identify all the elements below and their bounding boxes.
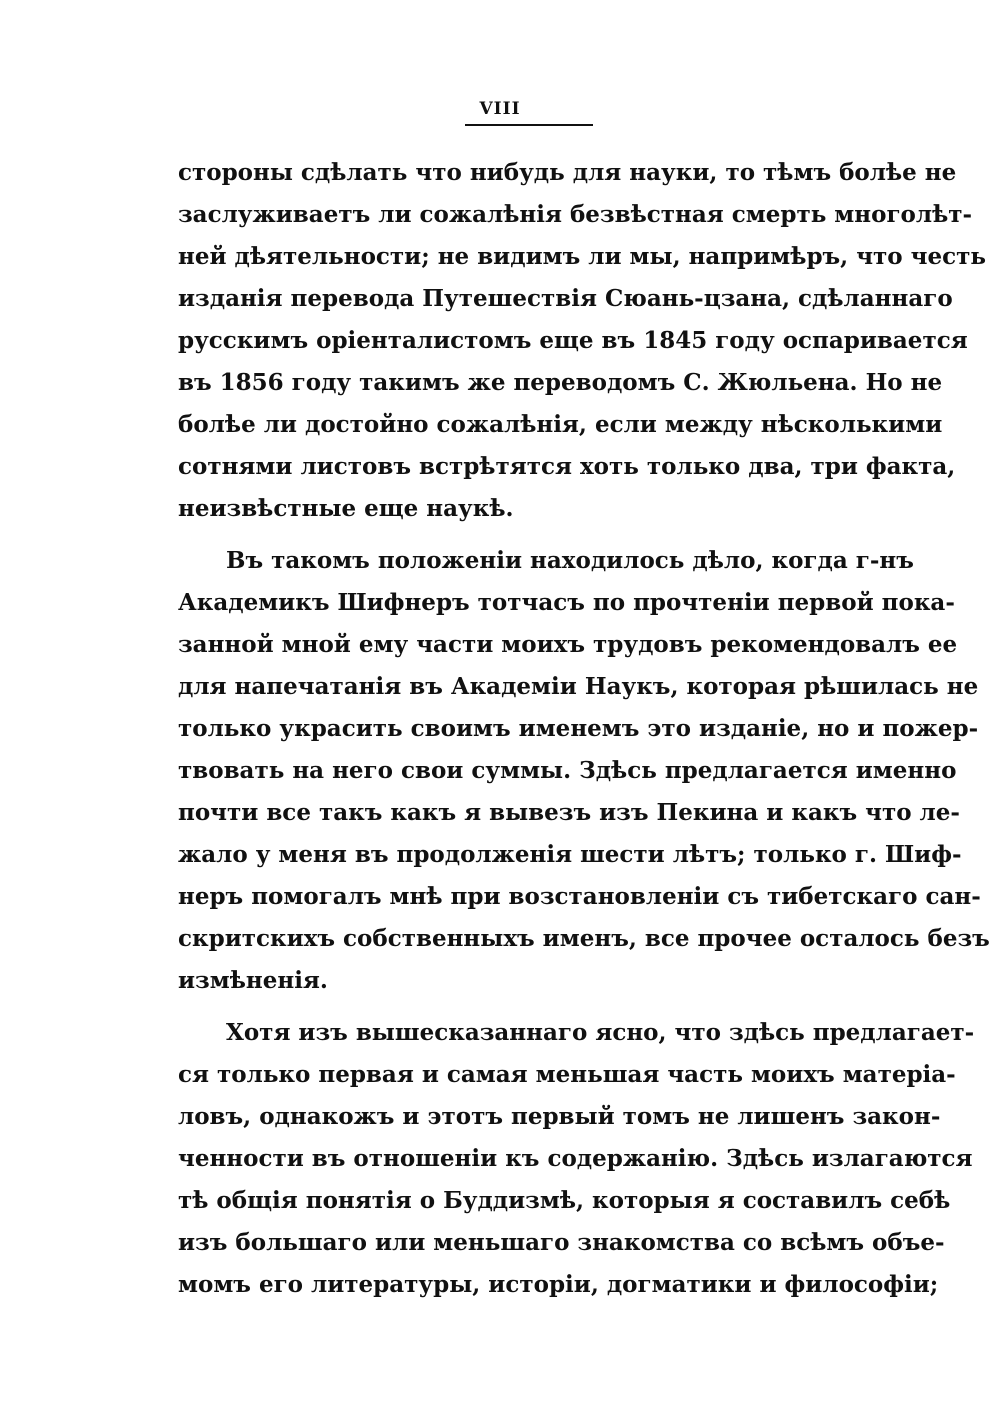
text-line: ченности въ отношеніи къ содержанію. Здѣсь излагаются	[178, 1145, 973, 1172]
text-line: неизвѣстные еще наукѣ.	[178, 495, 514, 522]
text-line: твовать на него свои суммы. Здѣсь предлагается именно	[178, 757, 957, 784]
text-line: изъ большаго или меньшаго знакомства со всѣмъ объе-	[178, 1229, 945, 1256]
text-line: жало у меня въ продолженія шести лѣтъ; только г. Шиф-	[178, 841, 962, 868]
text-line: занной мной ему части моихъ трудовъ рекомендовалъ ее	[178, 631, 958, 658]
text-line: только украсить своимъ именемъ это изданіе, но и пожер-	[178, 715, 979, 742]
text-line: почти все такъ какъ я вывезъ изъ Пекина и какъ что ле-	[178, 799, 960, 826]
paragraph-2	[178, 540, 990, 1002]
text-line: стороны сдѣлать что нибудь для науки, то тѣмъ болѣе не	[178, 159, 957, 186]
text-line: изданія перевода Путешествія Сюань-цзана, сдѣланнаго	[178, 285, 953, 312]
text-line: измѣненія.	[178, 967, 328, 994]
text-line: Академикъ Шифнеръ тотчасъ по прочтеніи первой пока-	[178, 589, 955, 616]
paragraph-gap	[178, 530, 880, 540]
text-line: момъ его литературы, исторіи, догматики и философіи;	[178, 1271, 939, 1298]
text-line: заслуживаетъ ли сожалѣнія безвѣстная смерть многолѣт-	[178, 201, 973, 228]
text-line: неръ помогалъ мнѣ при возстановленіи съ тибетскаго сан-	[178, 883, 981, 910]
text-line: тѣ общія понятія о Буддизмѣ, которыя я составилъ себѣ	[178, 1187, 951, 1214]
text-line: болѣе ли достойно сожалѣнія, если между нѣсколькими	[178, 411, 943, 438]
text-line: скритскихъ собственныхъ именъ, все прочее осталось безъ	[178, 925, 990, 952]
text-line: въ 1856 году такимъ же переводомъ С. Жюльена. Но не	[178, 369, 943, 396]
paragraph-3	[178, 1012, 975, 1306]
text-line: русскимъ оріенталистомъ еще въ 1845 году оспаривается	[178, 327, 968, 354]
page-number-rule	[465, 124, 593, 126]
body-text	[178, 152, 990, 1306]
text-line: ловъ, однакожъ и этотъ первый томъ не лишенъ закон-	[178, 1103, 941, 1130]
text-line: для напечатанія въ Академіи Наукъ, которая рѣшилась не	[178, 673, 979, 700]
text-line: Въ такомъ положеніи находилось дѣло, когда г-нъ	[226, 547, 914, 574]
paragraph-gap	[178, 1002, 880, 1012]
page-number: VIII	[479, 99, 521, 119]
text-line: Хотя изъ вышесказаннаго ясно, что здѣсь предлагает-	[226, 1019, 975, 1046]
text-line: ней дѣятельности; не видимъ ли мы, напримѣръ, что честь	[178, 243, 986, 270]
paragraph-1	[178, 152, 986, 530]
text-line: ся только первая и самая меньшая часть моихъ матеріа-	[178, 1061, 956, 1088]
text-line: сотнями листовъ встрѣтятся хоть только два, три факта,	[178, 453, 956, 480]
